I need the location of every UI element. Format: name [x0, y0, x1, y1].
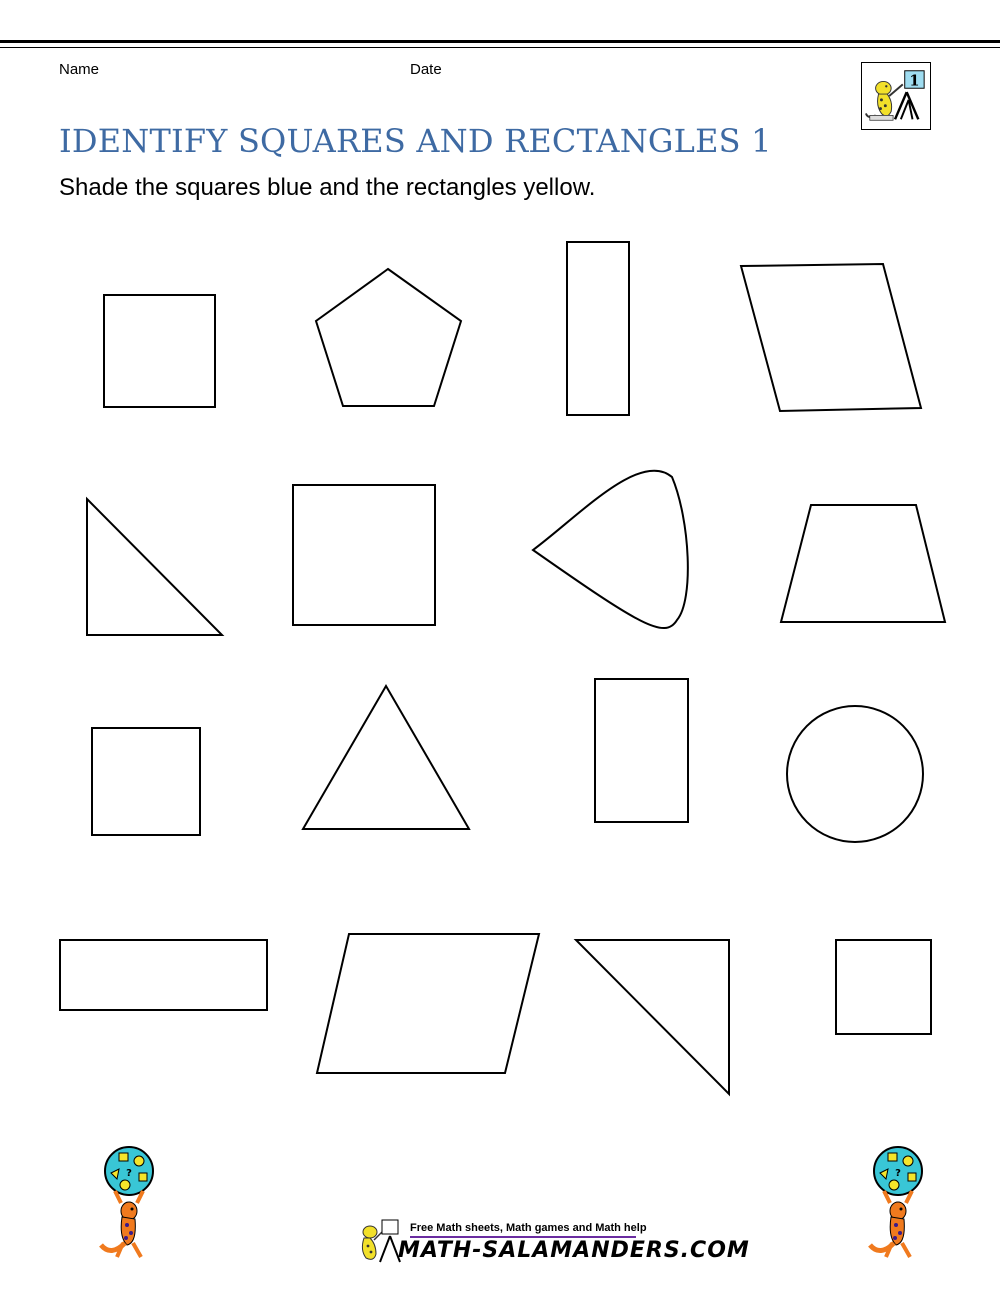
shape-square-r4c4[interactable] [836, 940, 931, 1034]
shape-square-r3c1[interactable] [92, 728, 200, 835]
shape-pentagon-r1c2[interactable] [316, 269, 461, 406]
date-label: Date [410, 61, 442, 78]
grade-number: 1 [909, 72, 920, 90]
shape-trapezoid-r2c4[interactable] [781, 505, 945, 622]
shape-square-r2c2[interactable] [293, 485, 435, 625]
footer-tagline: Free Math sheets, Math games and Math help [410, 1222, 647, 1234]
svg-text:?: ? [126, 1168, 132, 1179]
shape-rectangle-r3c3[interactable] [595, 679, 688, 822]
shape-rectangle-r1c3[interactable] [567, 242, 629, 415]
salamander-mascot-icon [866, 1145, 930, 1265]
shape-rectangle-r4c1[interactable] [60, 940, 267, 1010]
salamander-mascot-icon [97, 1145, 161, 1265]
shape-circle-r3c4[interactable] [787, 706, 923, 842]
name-label: Name [59, 61, 100, 78]
shape-triangle-r3c2[interactable] [303, 686, 469, 829]
shape-right-triangle-r4c3[interactable] [576, 940, 729, 1094]
worksheet-title: IDENTIFY SQUARES AND RECTANGLES 1 [59, 122, 772, 160]
svg-text:?: ? [895, 1168, 901, 1179]
shape-square-r1c1[interactable] [104, 295, 215, 407]
worksheet-instructions: Shade the squares blue and the rectangles yellow. [59, 174, 596, 201]
shape-parallelogram-r1c4[interactable] [741, 264, 921, 411]
shape-parallelogram-r4c2[interactable] [317, 934, 539, 1073]
shape-right-triangle-r2c1[interactable] [87, 499, 222, 635]
footer-site-name[interactable]: MATH-SALAMANDERS.COM [398, 1238, 750, 1263]
shape-curved-r2c3[interactable] [533, 471, 688, 628]
